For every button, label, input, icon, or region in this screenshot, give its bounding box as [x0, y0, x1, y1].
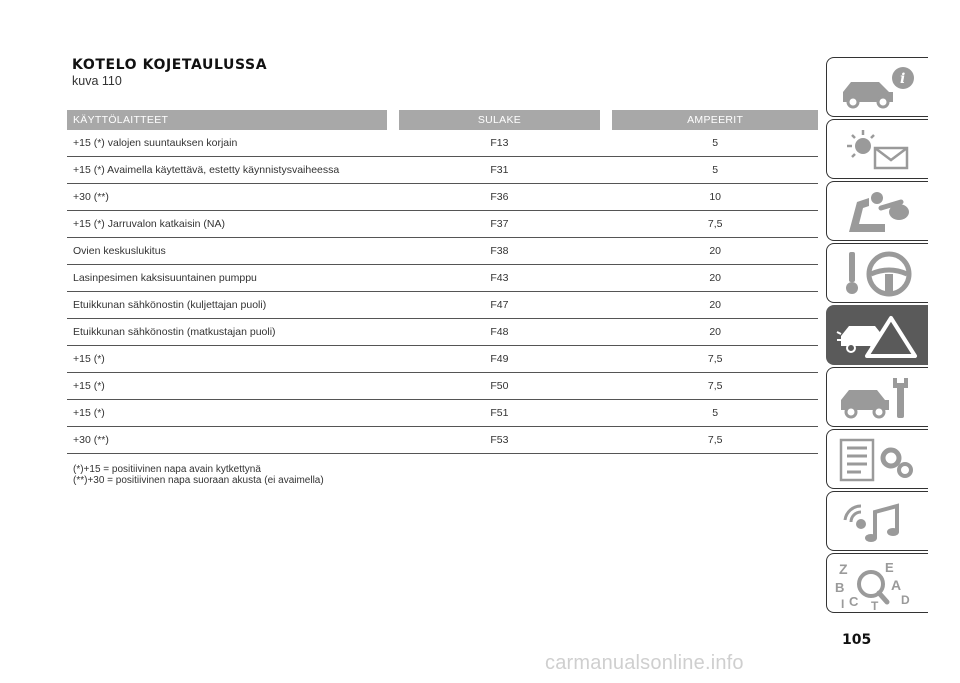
- fuse-cell: F38: [399, 238, 601, 265]
- table-row: [67, 157, 818, 184]
- tab-technical-data[interactable]: [826, 429, 928, 489]
- tab-index[interactable]: [826, 553, 928, 613]
- table-row: [67, 346, 818, 373]
- cell-gap: [387, 373, 399, 400]
- amps-cell: 7,5: [612, 211, 818, 238]
- amps-cell: 7,5: [612, 346, 818, 373]
- cell-gap: [387, 319, 399, 346]
- fuse-cell: F13: [399, 130, 601, 157]
- car-info-icon: [835, 64, 921, 112]
- cell-gap: [387, 211, 399, 238]
- cell-gap: [600, 238, 612, 265]
- amps-cell: 10: [612, 184, 818, 211]
- svg-text:i: i: [900, 71, 906, 87]
- page-number: 105: [842, 632, 872, 648]
- table-row: [67, 211, 818, 238]
- table-row: [67, 184, 818, 211]
- cell-gap: [387, 265, 399, 292]
- cell-gap: [600, 157, 612, 184]
- amps-cell: 20: [612, 265, 818, 292]
- watermark: carmanualsonline.info: [545, 652, 744, 674]
- column-header-fuse: SULAKE: [399, 110, 601, 130]
- header-gap: [387, 110, 399, 130]
- table-row: [67, 292, 818, 319]
- figure-reference: kuva 110: [72, 74, 122, 88]
- amps-cell: 5: [612, 157, 818, 184]
- cell-gap: [387, 238, 399, 265]
- tab-car-info[interactable]: [826, 57, 928, 117]
- page-title: KOTELO KOJETAULUSSA: [72, 57, 268, 73]
- index-letter: B: [835, 580, 845, 595]
- cell-gap: [600, 292, 612, 319]
- amps-cell: 20: [612, 238, 818, 265]
- device-cell: +15 (*): [67, 373, 387, 400]
- lights-message-icon: [835, 126, 921, 174]
- cell-gap: [387, 346, 399, 373]
- table-header-row: [67, 110, 818, 130]
- column-header-amps: AMPEERIT: [612, 110, 818, 130]
- device-cell: +15 (*) Jarruvalon katkaisin (NA): [67, 211, 387, 238]
- tab-multimedia[interactable]: [826, 491, 928, 551]
- tab-starting-driving[interactable]: [826, 243, 928, 303]
- cell-gap: [387, 157, 399, 184]
- device-cell: Lasinpesimen kaksisuuntainen pumppu: [67, 265, 387, 292]
- tab-maintenance[interactable]: [826, 367, 928, 427]
- footnote: (**)+30 = positiivinen napa suoraan akusta (ei avaimella): [73, 475, 324, 486]
- table-row: [67, 400, 818, 427]
- fuse-table-body: [67, 130, 818, 454]
- amps-cell: 20: [612, 319, 818, 346]
- device-cell: +15 (*): [67, 346, 387, 373]
- cell-gap: [600, 319, 612, 346]
- table-row: [67, 238, 818, 265]
- fuse-cell: F50: [399, 373, 601, 400]
- cell-gap: [387, 427, 399, 454]
- header-gap: [600, 110, 612, 130]
- car-wrench-icon: [835, 374, 921, 422]
- tab-lights-messages[interactable]: [826, 119, 928, 179]
- device-cell: +15 (*) valojen suuntauksen korjain: [67, 130, 387, 157]
- key-steering-wheel-icon: [835, 250, 921, 298]
- table-row: [67, 427, 818, 454]
- multimedia-icon: [835, 498, 921, 546]
- airbag-seat-icon: [835, 188, 921, 236]
- index-letter: E: [885, 560, 894, 575]
- table-row: [67, 130, 818, 157]
- index-letter: C: [849, 594, 859, 609]
- cell-gap: [387, 130, 399, 157]
- fuse-cell: F51: [399, 400, 601, 427]
- amps-cell: 7,5: [612, 373, 818, 400]
- car-warning-triangle-icon: [835, 312, 921, 360]
- table-row: [67, 265, 818, 292]
- cell-gap: [387, 292, 399, 319]
- cell-gap: [600, 346, 612, 373]
- table-row: [67, 319, 818, 346]
- amps-cell: 5: [612, 400, 818, 427]
- fuse-cell: F53: [399, 427, 601, 454]
- footnote: (*)+15 = positiivinen napa avain kytkettynä: [73, 464, 261, 475]
- amps-cell: 20: [612, 292, 818, 319]
- device-cell: +15 (*): [67, 400, 387, 427]
- device-cell: Etuikkunan sähkönostin (kuljettajan puoli): [67, 292, 387, 319]
- device-cell: Ovien keskuslukitus: [67, 238, 387, 265]
- cell-gap: [600, 184, 612, 211]
- amps-cell: 5: [612, 130, 818, 157]
- index-letter: A: [891, 577, 902, 593]
- fuse-cell: F36: [399, 184, 601, 211]
- cell-gap: [600, 373, 612, 400]
- cell-gap: [600, 130, 612, 157]
- device-cell: +30 (**): [67, 184, 387, 211]
- cell-gap: [600, 265, 612, 292]
- fuse-cell: F47: [399, 292, 601, 319]
- index-letter: Z: [839, 561, 848, 577]
- alphabetical-index-icon: [835, 560, 921, 612]
- amps-cell: 7,5: [612, 427, 818, 454]
- index-letter: T: [871, 599, 879, 612]
- cell-gap: [600, 400, 612, 427]
- document-settings-icon: [835, 436, 921, 484]
- device-cell: +15 (*) Avaimella käytettävä, estetty käynnistysvaiheessa: [67, 157, 387, 184]
- fuse-cell: F48: [399, 319, 601, 346]
- index-letter: D: [901, 593, 910, 607]
- fuse-cell: F49: [399, 346, 601, 373]
- device-cell: Etuikkunan sähkönostin (matkustajan puoli): [67, 319, 387, 346]
- table-row: [67, 373, 818, 400]
- column-header-device: KÄYTTÖLAITTEET: [67, 110, 387, 130]
- fuse-table: [67, 110, 818, 454]
- tab-safety[interactable]: [826, 181, 928, 241]
- tab-emergency[interactable]: [826, 305, 928, 365]
- fuse-cell: F37: [399, 211, 601, 238]
- cell-gap: [600, 211, 612, 238]
- cell-gap: [387, 400, 399, 427]
- fuse-cell: F43: [399, 265, 601, 292]
- cell-gap: [600, 427, 612, 454]
- device-cell: +30 (**): [67, 427, 387, 454]
- footnotes: [73, 464, 324, 486]
- fuse-cell: F31: [399, 157, 601, 184]
- index-letter: I: [841, 597, 845, 611]
- cell-gap: [387, 184, 399, 211]
